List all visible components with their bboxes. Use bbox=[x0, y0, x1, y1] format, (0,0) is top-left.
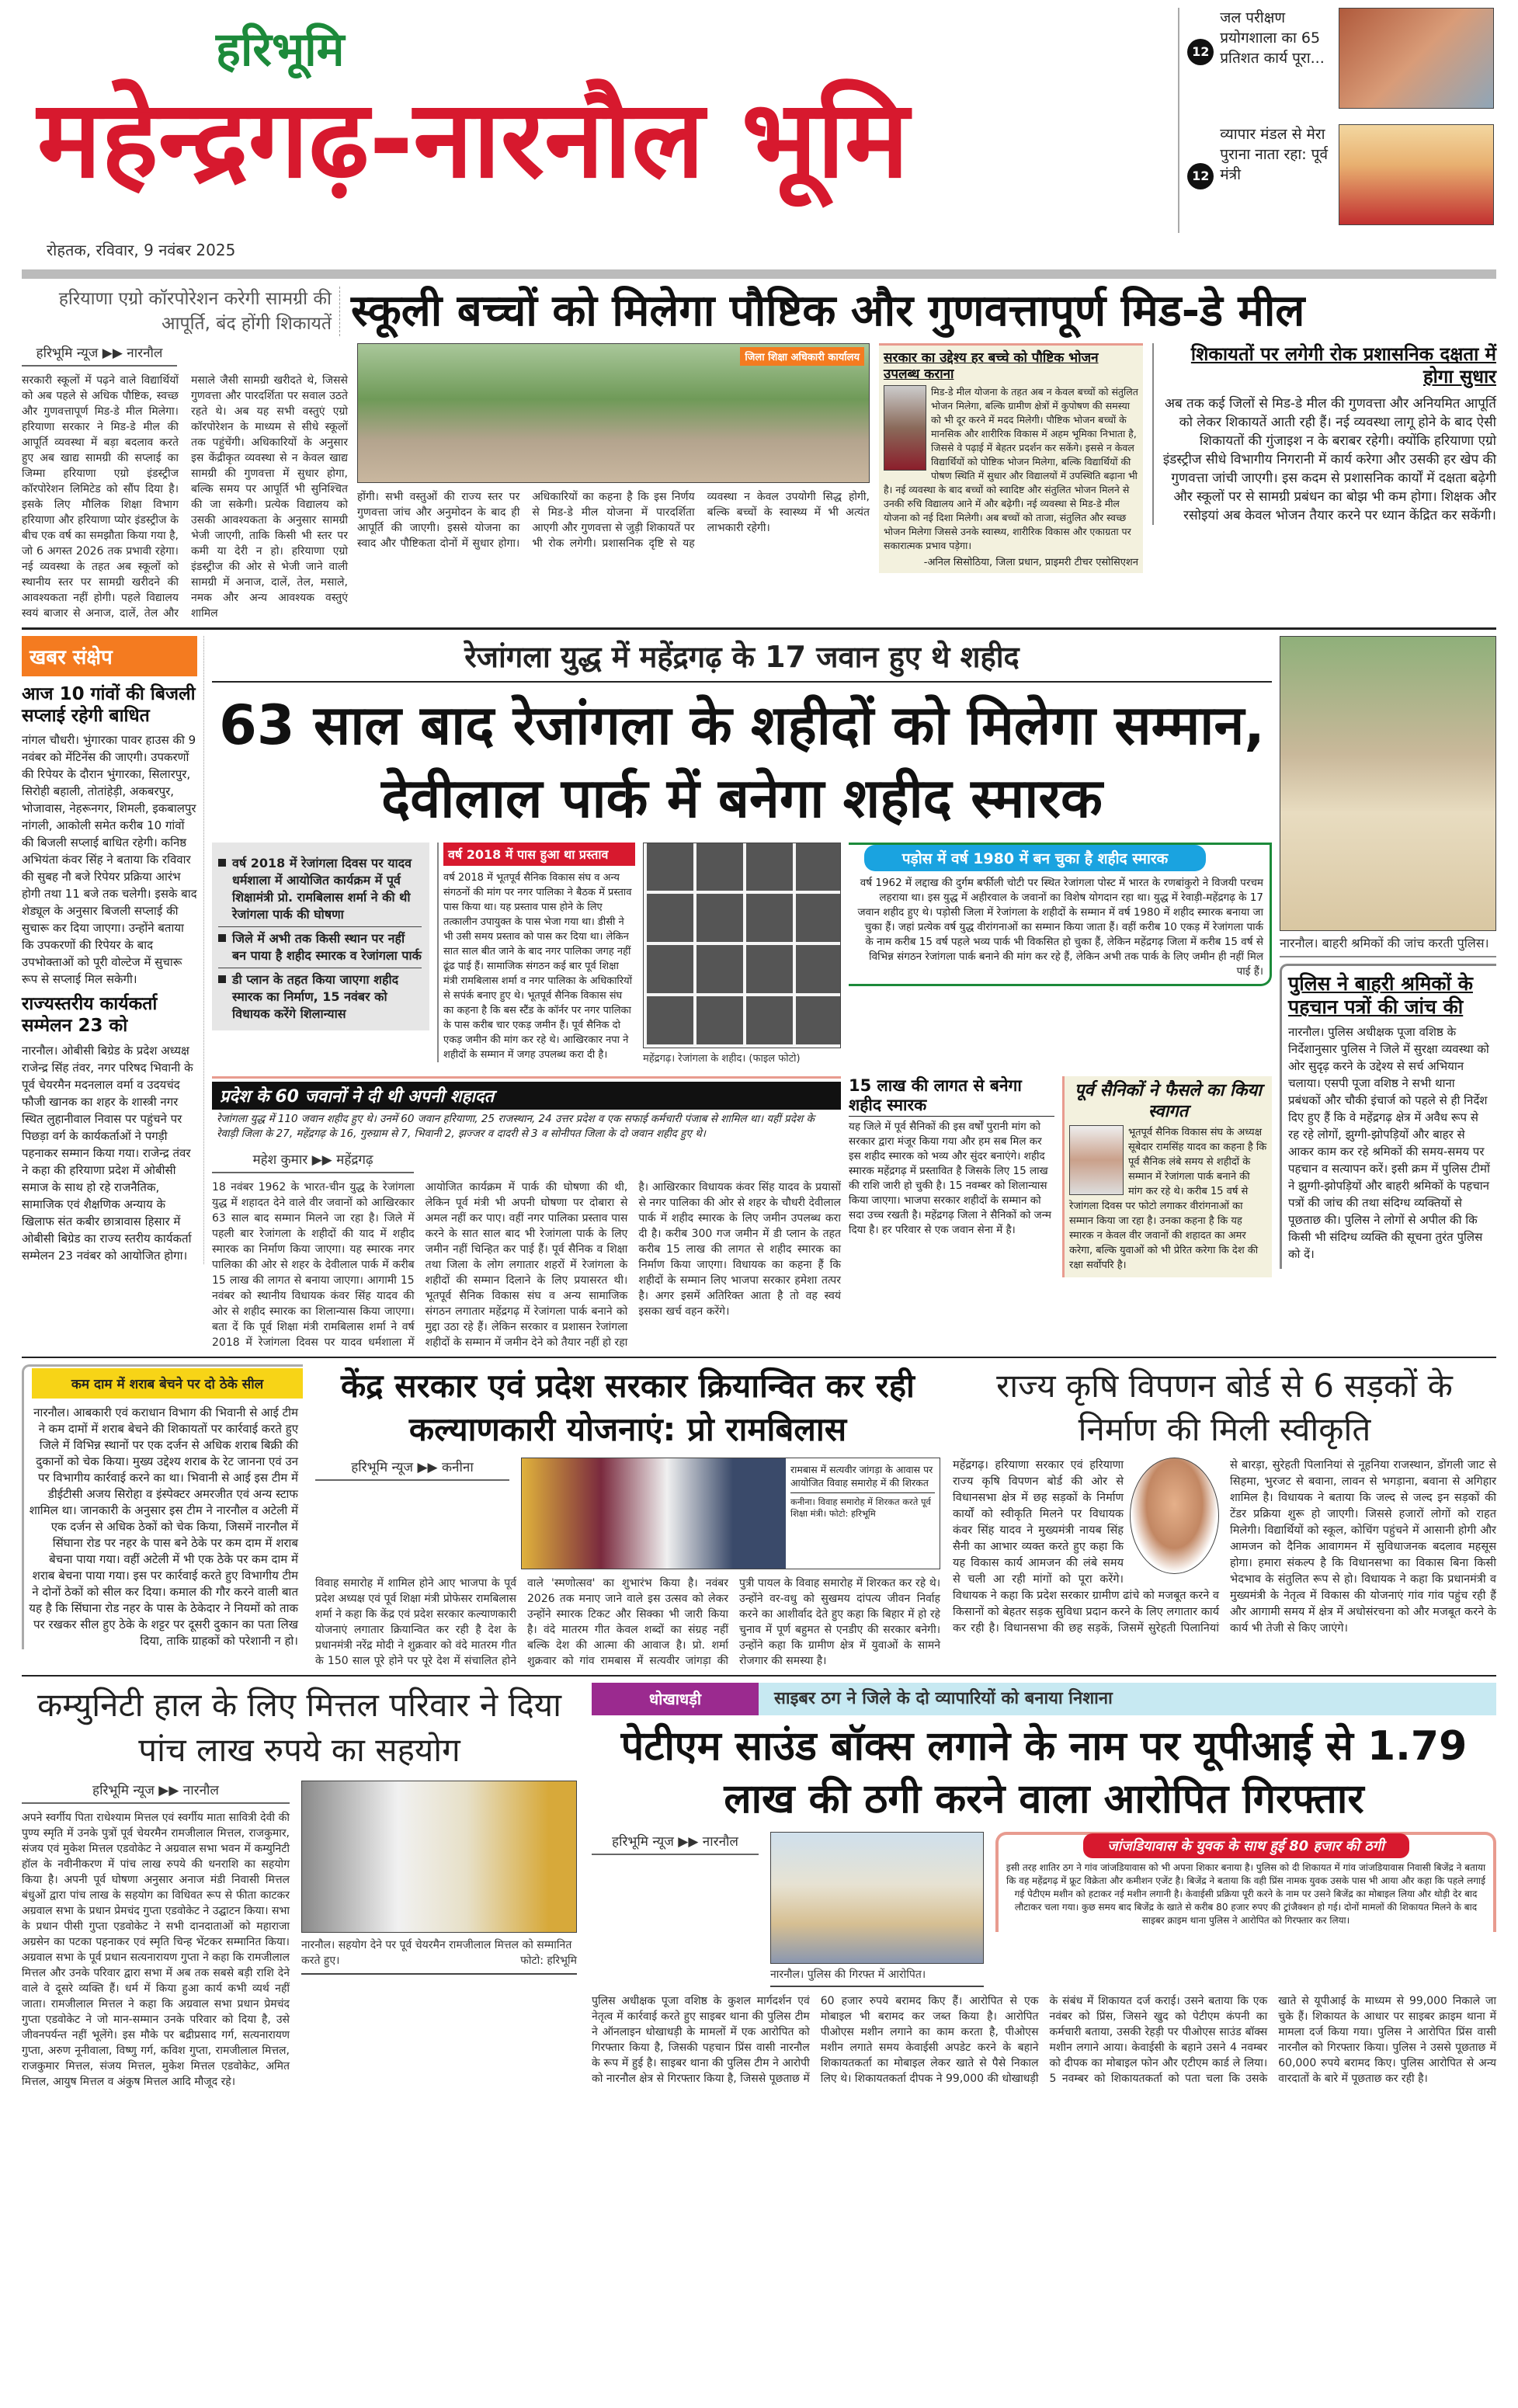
rambilas-body: विवाह समारोह में शामिल होने आए भाजपा के पूर्व प्रदेश अध्यक्ष एवं पूर्व शिक्षा मंत्री प्रोफेसर रामबिलास शर्मा ने कहा कि केंद्र एवं प्रदेश सरकार कल्याणकारी योजनाएं लगातार क्रियान्वित कर रही है देश के प्रधानमंत्री नरेंद्र मोदी ने शुक्रवार को वंदे मातरम गीत के 150 साल पूरे होने पर पूरे देश में संचालित होने वाले 'स्मणोत्सव' का शुभारंभ किया है। नवंबर 2026 तक मनाए जाने वाले इस उत्सव को लेकर उन्होंने स्मारक टिकट और सिक्का भी जारी किया है। वंदे मातरम गीत केवल शब्दों का संग्रह नहीं बल्कि देश की आत्मा की आवाज है। प्रो. शर्मा शुक्रवार को गांव रामबास में सत्यवीर जांगड़ा की पुत्री पायल के विवाह समारोह में शिरकत कर रहे थे। उन्होंने वर-वधु को सुखमय दांपत्य जीवन निर्वाह करने का आशीर्वाद देते हुए कहा कि बिहार में हो रहे चुनाव में पूर्ण बहुमत से एनडीए की सरकार बनेगी। उन्होंने कहा कि ग्रामीण क्षेत्र में युवाओं के सामने रोजगार की समस्या है। bbox=[315, 1577, 940, 1668]
police-text: नारनौल। पुलिस अधीक्षक पूजा वशिष्ठ के निर्देशानुसार पुलिस ने जिले में सुरक्षा व्यवस्था को ओर सुदृढ़ करने के उद्देश्य से सर्च अभियान चलाया। एसपी पूजा वशिष्ठ ने सभी थाना प्रबंधकों और चौकी इंचार्ज को पहले से ही निर्देश दिए हुए हैं कि वे महेंद्रगढ़ क्षेत्र में अवैध रूप से रह रहे लोगों, झुग्गी-झोपड़ियों और बाहर से आकर काम कर रहे श्रमिकों की समय-समय पर पहचान व सत्यापन करें। इसी क्रम में पुलिस टीमों ने झुग्गी-झोपड़ियों और बाहरी श्रमिकों के पहचान पत्रों की जांच की तथा संदिग्ध व्यक्तियों से पूछताछ की। पुलिस ने लोगों से अपील की कि किसी भी संदिग्ध व्यक्ति की सूचना तुरंत पुलिस को दें। bbox=[1288, 1025, 1490, 1262]
roads-article bbox=[953, 1364, 1496, 1637]
cyber-kicker: साइबर ठग ने जिले के दो व्यापारियों को बनाया निशाना bbox=[774, 1689, 1113, 1709]
newspaper-title: महेन्द्रगढ़-नारनौल भूमि bbox=[37, 77, 909, 202]
quote-text: मिड-डे मील योजना के तहत अब न केवल बच्चों को संतुलित भोजन मिलेगा, बल्कि ग्रामीण क्षेत्रों में कुपोषण की समस्या को भी दूर करने में मदद मिलेगी। पौष्टिक भोजन बच्चों के मानसिक और शारीरिक विकास में अहम भूमिका निभाता है, जिससे वे पढ़ाई में बेहतर प्रदर्शन कर सकेंगे। इससे न केवल विद्यार्थियों को पोष्टिक भोजन मिलेगा, बल्कि विद्यार्थियों की पोषण स्थिति में सुधार और विद्यालयों में उपस्थिति बढ़ाना भी है। नई व्यवस्था के बाद बच्चों को स्वादिष्ट और संतुलित भोजन मिलने से उनकी रुचि विद्यालय आने में और बढ़ेगी। नई व्यवस्था से मिड-डे मील योजना को नई दिशा मिलेगी। अब बच्चों को ताजा, संतुलित और स्वच्छ भोजन मिलेगा जिससे उनके स्वास्थ्य, शारीरिक विकास और एकाग्रता पर सकारात्मक प्रभाव पड़ेगा। bbox=[884, 385, 1138, 551]
rezangla-main bbox=[212, 636, 1272, 1350]
brief-text: नारनौल। ओबीसी बिग्रेड के प्रदेश अध्यक्ष राजेन्द्र सिंह तंवर, नगर परिषद भिवानी के पूर्व चेयरमैन मदनलाल वर्मा व उदयचंद फौजी खानक का शहर के शास्त्री नगर स्थित लुहानीवाल निवास पर पहुंचने पर पिछड़ा वर्ग के कार्यकर्ताओं ने पगड़ी पहनाकर सम्मान किया गया। राजेन्द्र तंवर ने कहा की हरियाणा प्रदेश में ओबीसी समाज के साथ हो रहे राजनैतिक, सामाजिक एवं शैक्षणिक अन्याय के खिलाफ संत कबीर छात्रावास हिसार में ओबीसी बिग्रेड का राज्य स्तरीय कार्यकर्ता सम्मेलन 23 नवंबर को आयोजित होगा। bbox=[22, 1043, 193, 1263]
teaser-item[interactable] bbox=[1187, 124, 1496, 233]
fourth-section bbox=[22, 1683, 1496, 2090]
key-point: जिले में अभी तक किसी स्थान पर नहीं बन पाया है शहीद स्मारक व रेजांगला पार्क bbox=[218, 927, 422, 968]
rezangla-headline: 63 साल बाद रेजांगला के शहीदों को मिलेगा सम्मान, देवीलाल पार्क में बनेगा शहीद स्मारक bbox=[219, 693, 1265, 831]
byline: हरिभूमि न्यूज ▶▶ नारनौल bbox=[22, 343, 177, 367]
byline: हरिभूमि न्यूज ▶▶ नारनौल bbox=[592, 1832, 759, 1855]
janjadiyawas-title: जांजडियावास के युवक के साथ हुई 80 हजार की ठगी bbox=[1083, 1833, 1409, 1858]
side-box bbox=[1152, 343, 1496, 525]
martyrs-photo-grid bbox=[643, 843, 841, 1048]
cyber-banner bbox=[592, 1683, 1496, 1715]
cyber-top bbox=[592, 1832, 1496, 1987]
cost-title: 15 लाख की लागत से बनेगा शहीद स्मारक bbox=[849, 1076, 1054, 1116]
square-bullet-icon bbox=[218, 859, 226, 867]
rezangla-story bbox=[212, 1076, 841, 1350]
page-number-badge: 12 bbox=[1187, 163, 1214, 189]
mittal-text-column bbox=[22, 1781, 290, 2090]
square-bullet-icon bbox=[218, 975, 226, 983]
key-point: डी प्लान के तहत किया जाएगा शहीद स्मारक का निर्माण, 15 नवंबर को विधायक करेंगे शिलान्यास bbox=[218, 968, 422, 1026]
section-divider bbox=[22, 627, 1496, 630]
rezangla-top-grid bbox=[212, 843, 1272, 1067]
police-photo-caption: नारनौल। बाहरी श्रमिकों की जांच करती पुलिस। bbox=[1280, 931, 1496, 957]
veterans-text: भूतपूर्व सैनिक विकास संघ के अध्यक्ष सूबेदार रामसिंह यादव का कहना है कि पूर्व सैनिक लंबे समय से शहीदों के सम्मान में रेजांगला पार्क बनाने की मांग कर रहे थे। करीब 15 वर्ष से रेजांगला दिवस पर फोटो लगाकर वीरांगनाओं का सम्मान किया जा रहा है। उनका कहना है कि यह स्मारक न केवल वीर जवानों की शहादत का अमर करेगा, बल्कि युवाओं को भी प्रेरित करेगा कि देश की रक्षा सर्वोपरि है। bbox=[1069, 1126, 1267, 1271]
roads-body: महेंद्रगढ़। हरियाणा सरकार एवं हरियाणा राज्य कृषि विपणन बोर्ड की ओर से विधानसभा क्षेत्र में छह सड़कों के निर्माण कार्यों को स्वीकृति मिलने पर विधायक कंवर सिंह यादव ने मुख्यमंत्री नायब सिंह सैनी का आभार व्यक्त करते हुए कहा कि यह विकास कार्य आमजन की लंबे समय से चली आ रही मांगों को पूरा करेंगे। विधायक ने कहा कि प्रदेश सरकार ग्रामीण ढांचे को मजबूत करने व किसानों को बेहतर सड़क सुविधा प्रदान करने के लिए लगातार कार्य कर रही है। विधानसभा की छह सड़कें, जिसमें सुरेहती पिलानियां से बारड़ा, सुरेहती पिलानियां से नूहनिया राजस्थान, डोंगली जाट से सिहमा, भुरजट से बवाना, लावन से भगड़ाना, बवाना से अगिहार शामिल है। विधायक ने बताया कि जल्द से जल्द इन सड़कों की टेंडर प्रक्रिया शुरू हो जाएगी। जिससे हजारों लोगों को राहत मिलेगी। विद्यार्थियों को स्कूल, कोचिंग पहुंचने में आसानी होगी और आमजन को दैनिक आवागमन में सुविधाजनक बदलाव महसूस होगा। हमारा संकल्प है कि विधानसभा का विकास बिना किसी भेदभाव के संतुलित रूप से हो। विधायक ने कहा कि प्रधानमंत्री व मुख्यमंत्री के नेतृत्व में विकास की योजनाएं गांव गांव पहुंच रही हैं और आगामी समय में क्षेत्र में अधोसंरचना को और मजबूत करने के कार्य भी तेजी से किए जाएंगे। bbox=[953, 1459, 1496, 1635]
news-brief-column bbox=[22, 636, 204, 1263]
school-office-photo bbox=[357, 343, 870, 483]
martyrs-photo-caption: महेंद्रगढ़। रेजांगला के शहीद। (फाइल फोटो) bbox=[643, 1053, 801, 1065]
byline: हरिभूमि न्यूज ▶▶ नारनौल bbox=[22, 1781, 290, 1804]
midday-headline: स्कूली बच्चों को मिलेगा पौष्टिक और गुणवत्तापूर्ण मिड-डे मील bbox=[351, 286, 1305, 336]
cyber-headline: पेटीएम साउंड बॉक्स लगाने के नाम पर यूपीआई से 1.79 लाख की ठगी करने वाला आरोपित गिरफ्तार bbox=[620, 1723, 1468, 1823]
mittal-article bbox=[22, 1683, 577, 2090]
page-number-badge: 12 bbox=[1187, 39, 1214, 65]
wedding-photo bbox=[522, 1458, 786, 1569]
police-check-photo bbox=[1280, 636, 1496, 931]
brief-label: खबर संक्षेप bbox=[22, 636, 197, 676]
proposal-box bbox=[437, 843, 635, 1062]
masthead-divider bbox=[22, 269, 1496, 279]
proposal-text: वर्ष 2018 में भूतपूर्व सैनिक विकास संघ व अन्य संगठनों की मांग पर नगर पालिका ने बैठक में प्रस्ताव पास किया था। यह प्रस्ताव पास होने के लिए तत्कालीन उपायुक्त के पास भेजा गया था। डीसी ने भी उसी समय प्रस्ताव को पास कर दिया था। लेकिन सात साल बीत जाने के बाद नगर पालिका जगह नहीं ढूंढ पाई हैं। सामाजिक संगठन कई बार पूर्व शिक्षा मंत्री रामबिलास शर्मा व नगर पालिका के अधिकारियों से सपंर्क बनाए हुए थे। भूतपूर्व सैनिक विकास संघ का कहना है कि बस स्टैंड के कॉर्नर पर नगर पालिका के पास करीब चार एकड़ जमीन हैं। पूर्व सैनिक दो एकड़ जमीन की मांग कर रहे थे। आखिरकार नपा ने शहीदों के सम्मान में जगह उपलब्ध करा दी है। bbox=[443, 872, 633, 1062]
sixty-title: प्रदेश के 60 जवानों ने दी थी अपनी शहादत bbox=[212, 1082, 841, 1110]
veterans-title: पूर्व सैनिकों ने फैसले का किया स्वागत bbox=[1074, 1081, 1262, 1121]
quote-title: सरकार का उद्देश्य हर बच्चे को पौष्टिक भोजन उपलब्ध कराना bbox=[884, 350, 1099, 382]
brief-title: राज्यस्तरीय कार्यकर्ता सम्मेलन 23 को bbox=[22, 994, 158, 1036]
rambilas-top bbox=[315, 1458, 940, 1569]
mittal-felicitation-photo bbox=[301, 1781, 577, 1933]
midday-middle bbox=[357, 343, 870, 551]
key-points-box bbox=[212, 843, 429, 1030]
janjadiyawas-box bbox=[995, 1832, 1496, 1932]
teaser-photo bbox=[1339, 8, 1494, 109]
brief-text: नांगल चौधरी। भुंगारका पावर हाउस की 9 नवंबर को मेंटिनेंस की जाएगी। उपकरणों की रिपेयर के दौरान भुंगारका, सिलारपुर, सिरोही बहाली, तोतांहेड़ी, अकबरपुर, भोजावास, नेहरूनगर, शिमली, इकबालपुर नांगली, आकोली समेत करीब 10 गांवों की बिजली सप्लाई बाधित रहेगी। कनिष्ठ अभियंता कंवर सिंह ने बताया कि रविवार की सुबह नौ बजे रिपेयर प्रक्रिया आरंभ होगी तथा 11 बजे तक चलेगी। इसके बाद शेड्यूल के अनुसार बिजली सप्लाई की सुचारू कर दिया जाएगा। उन्होंने बताया कि उपकरणों की रिपेयर के बाद उपभोक्ताओं को पूरी वोल्टेज में सुचारू रूप से सप्लाई मिल सकेगी। bbox=[22, 733, 197, 987]
ramsingh-yadav-photo bbox=[1069, 1125, 1124, 1195]
wedding-photo-block bbox=[521, 1458, 940, 1569]
mittal-photo-caption: नारनौल। सहयोग देने पर पूर्व चेयरमैन रामजीलाल मित्तल को सम्मानित करते हुए। फोटो: हरिभूमि bbox=[301, 1933, 577, 1975]
teaser-photo bbox=[1339, 124, 1494, 225]
photo-caption: कनीना। विवाह समारोह में शिरकत करते पूर्व शिक्षा मंत्री। फोटो: हरिभूमि bbox=[790, 1496, 931, 1520]
midday-header bbox=[22, 285, 1496, 337]
neighbor-title: पड़ोस में वर्ष 1980 में बन चुका है शहीद स्मारक bbox=[864, 845, 1206, 871]
police-title: पुलिस ने बाहरी श्रमिकों के पहचान पत्रों की जांच की bbox=[1288, 972, 1473, 1019]
cost-box bbox=[849, 1076, 1054, 1237]
midday-article bbox=[22, 343, 348, 621]
section-divider bbox=[22, 1357, 1496, 1358]
cyber-body: पुलिस अधीक्षक पूजा वशिष्ठ के कुशल मार्गदर्शन एवं नेतृत्व में कार्रवाई करते हुए साइबर थाना की पुलिस टीम ने ऑनलाइन धोखाधड़ी के मामलों में एक आरोपित को गिरफ्तार किया है, जिसकी पहचान प्रिंस वासी नारनौल के रूप में हुई है। साइबर थाना की पुलिस टीम ने आरोपी को नारनौल क्षेत्र से गिरफ्तार किया है, जिससे पूछताछ में 60 हजार रुपये बरामद किए हैं। आरोपित से एक मोबाइल भी बरामद कर जब्त किया है। आरोपित पीओएस मशीन लगाने का काम करता है, पीओएस मशीन लगाते समय केवाईसी अपडेट करने के बहाने शिकायतकर्ता का मोबाइल लेकर खाते से पैसे निकाल लिए थे। शिकायतकर्ता दीपक ने 99,000 की धोखाधड़ी के संबंध में शिकायत दर्ज कराई। उसने बताया कि एक नवंबर को प्रिंस, जिसने खुद को पेटीएम कंपनी का कर्मचारी बताया, उसकी रेहड़ी पर पीओएस साउंड बॉक्स मशीन लगाने आया। केवाईसी के बहाने उसने 4 नवम्बर को दीपक का मोबाइल फोन और एटीएम कार्ड ले लिया। 5 नवम्बर को शिकायतकर्ता को पता चला कि उसके खाते से यूपीआई के माध्यम से 99,000 निकाले जा चुके हैं। शिकायत के आधार पर साइबर क्राइम थाना में मामला दर्ज किया गया। पुलिस ने आरोपित प्रिंस वासी नारनौल को गिरफ्तार किया। पुलिस ने उससे पूछताछ में 60,000 रुपये बरामद किए। पुलिस आरोपित से अन्य वारदातों के बारे में पूछताछ कर रही है। bbox=[592, 1995, 1496, 2086]
teaser-item[interactable] bbox=[1187, 8, 1496, 116]
mittal-content bbox=[22, 1781, 577, 2090]
sixty-text: रेजांगला युद्ध में 110 जवान शहीद हुए थे। उनमें 60 जवान हरियाणा, 25 राजस्थान, 24 उत्तर प्रदेश व एक सफाई कर्मचारी पंजाब से शामिल था। यहीं प्रदेश के रेवाड़ी जिला के 27, महेंद्रगढ़ के 16, गुरुग्राम से 7, भिवानी 2, झज्जर व दादरी से 3 व सोनीपत जिला के दो जवान शहीद हुए थे। bbox=[217, 1113, 815, 1141]
janjadiyawas-text: इसी तरह शातिर ठग ने गांव जांजडियावास को भी अपना शिकार बनाया है। पुलिस को दी शिकायत में गांव जांजडियावास निवासी बिजेंद्र ने बताया कि वह महेंद्रगढ़ में फ्रूट विक्रेता और कमीशन एजेंट है। बिजेंद्र ने बताया कि वही प्रिंस नामक युवक उसके पास भी आया और कहा कि पहले लगाई गई पेटीएम मशीन को हटाकर नई मशीन लगानी है। केवाईसी प्रक्रिया पूरी करने के नाम पर उसने बिजेंद्र का मोबाइल लिया और थोड़ी देर बाद लौटाकर चला गया। कुछ समय बाद बिजेंद्र के खाते से करीब 80 हजार रुपए की ट्रांजैक्शन हो गई। दोनों मामलों की शिकायत मिलने के बाद साइबर क्राइम थाना पुलिस ने आरोपित को गिरफ्तार कर लिया। bbox=[1006, 1862, 1486, 1927]
kanwar-singh-yadav-photo bbox=[1130, 1458, 1219, 1574]
wedding-photo-note bbox=[786, 1458, 940, 1524]
key-point: वर्ष 2018 में रेजांगला दिवस पर यादव धर्मशाला में आयोजित कार्यक्रम में पूर्व शिक्षामंत्री प्रो. रामबिलास शर्मा ने की थी रेजांगला पार्क की घोषणा bbox=[218, 852, 422, 927]
square-bullet-icon bbox=[218, 934, 226, 942]
rambilas-article bbox=[315, 1364, 940, 1669]
sixty-soldiers-box bbox=[212, 1076, 841, 1144]
teaser-text: जल परीक्षण प्रयोगशाला का 65 प्रतिशत कार्य पूरा... bbox=[1220, 9, 1325, 67]
article-body: सरकारी स्कूलों में पढ़ने वाले विद्यार्थियों को अब पहले से अधिक पौष्टिक, स्वच्छ और गुणवत्तापूर्ण मिड-डे मील मिलेगा। हरियाणा सरकार ने मिड-डे मील की आपूर्ति व्यवस्था में बड़ा बदलाव करते हुए अब खाद्य सामग्री की सप्लाई का जिम्मा हरियाणा एग्रो इंडस्ट्रीज कॉरपोरेशन लिमिटेड को सौंप दिया है। इसके लिए मौलिक शिक्षा विभाग हरियाणा और हरियाणा प्योर इंडस्ट्रीज के बीच एक वर्ष का समझौता किया गया है, जो 6 अगस्त 2026 तक प्रभावी रहेगा। नई व्यवस्था के तहत अब स्कूलों को स्थानीय स्तर पर सामग्री खरीदने की आवश्यकता नहीं होगी। पहले विद्यालय स्वयं बाजार से अनाज, दालें, तेल और मसाले जैसी सामग्री खरीदते थे, जिससे गुणवत्ता और पारदर्शिता पर सवाल उठते रहते थे। अब यह सभी वस्तुएं एग्रो कॉरपोरेशन के माध्यम से सीधे स्कूलों तक पहुंचेंगी। अधिकारियों के अनुसार इस केंद्रीकृत व्यवस्था से न केवल खाद्य सामग्री की गुणवत्ता में सुधार होगा, बल्कि समय पर आपूर्ति भी सुनिश्चित की जा सकेगी। प्रत्येक विद्यालय को उसकी आवश्यकता के अनुसार सामग्री भेजी जाएगी, ताकि किसी भी स्तर पर कमी या देरी न हो। हरियाणा एग्रो इंडस्ट्रीज की ओर से भेजी जाने वाली सामग्री में अनाज, दालें, तेल, मसाले, नमक और अन्य आवश्यक वस्तुएं शामिल bbox=[22, 374, 348, 620]
mittal-body: अपने स्वर्गीय पिता राधेश्याम मित्तल एवं स्वर्गीय माता सावित्री देवी की पुण्य स्मृति में उनके पुत्रों पूर्व चेयरमैन रामजीलाल मित्तल, राजकुमार, संजय एवं मुकेश मित्तल एडवोकेट ने अग्रवाल सभा भवन में कम्युनिटी हॉल के नवीनीकरण में पांच लाख रुपये की धनराशि का सहयोग किया है। अपनी पूर्व घोषणा अनुसार अनाज मंडी निवासी मित्तल बंधुओं द्वारा पांच लाख के सहयोग का विधिवत रूप से फीता काटकर अग्रवाल सभा के प्रधान प्रेमचंद गुप्ता एडवोकेट ने उद्घाटन किया। सभा के प्रधान पीसी गुप्ता एडवोकेट ने सभी दानदाताओं को महाराजा अग्रसेन का पटका पहनाकर एवं स्मृति चिन्ह भेंटकर सम्मानित किया। अग्रवाल सभा के पूर्व प्रधान सत्यनारायण गुप्ता ने कहा कि रामजीलाल मित्तल और उनके परिवार द्वारा सभा में अब तक सबसे बड़ी राशि देने वाले वे दूसरे व्यक्ति हैं। धर्म में किया हुआ कार्य कभी व्यर्थ नहीं जाता। रामजीलाल मित्तल ने कहा कि अग्रवाल सभा प्रधान प्रेमचंद गुप्ता एडवोकेट ने जो मान-सम्मान उनके परिवार को दिया है, उसे जीवनपर्यन्त नहीं भूलेंगे। इस मौके पर बद्रीप्रसाद गर्ग, सत्यनारायण गुप्ता, अरुण नूनीवाला, विष्णु गर्ग, कविश गुप्ता, रामजीलाल मित्तल, राजकुमार मित्तल, संजय मित्तल, मुकेश मित्तल एडवोकेट, अमित मित्तल, आयुष मित्तल व अंकुष मित्तल आदि मौजूद रहे। bbox=[22, 1812, 290, 2089]
photo-credit: फोटो: हरिभूमि bbox=[520, 1955, 577, 1968]
rambilas-headline: केंद्र सरकार एवं प्रदेश सरकार क्रियान्वित कर रही कल्याणकारी योजनाएं: प्रो रामबिलास bbox=[341, 1367, 915, 1449]
masthead-row bbox=[22, 0, 1496, 268]
anil-sisothiya-photo bbox=[884, 385, 926, 471]
cost-text: यह जिले में पूर्व सैनिकों की इस वर्षों पुरानी मांग को सरकार द्वारा मंजूर किया गया और हम सब मिल कर इस शहीद स्मारक को भव्य और सुंदर बनाएंगे। शहीद स्मारक महेंद्रगढ़ में प्रस्तावित है जिसके लिए 15 लाख की राशि जारी हो चुकी है। 15 नवम्बर को शिलान्यास किया जाएगा। भाजपा सरकार शहीदों के सम्मान को सदा उच्च रखती है। महेंद्रगढ़ जिला ने सैनिकों को जन्म दिया है। हर परिवार से एक जवान सेना में है। bbox=[849, 1120, 1052, 1236]
liquor-text: नारनौल। आबकारी एवं कराधान विभाग की भिवानी से आई टीम ने कम दामों में शराब बेचने की शिकायतों पर कार्रवाई करते हुए जिले में विभिन्न स्थानों पर एक दर्जन से अधिक शराब बिक्री की दुकानों को चेक किया। मुख्य उद्देश्य शराब के रेट जानना एवं उन पर विभागीय कार्रवाई करने का था। भिवानी से आई इस टीम में डीईटीसी अजय सिरोहा व इंस्पेक्टर अमरजीत एवं अन्य स्टाफ शामिल था। जानकारी के अनुसार इस टीम ने नारनौल व अटेली में एक दर्जन से अधिक ठेकों को चेक किया, जिसमें नारनौल में सिंघाना रोड पर नहर के पास बने ठेके पर कम दाम में शराब बेचना पाया गया। वहीं अटेली में भी एक ठेके पर कम दाम में शराब बेचना पाया गया। इस पर कार्रवाई करते हुए विभागीय टीम ने दोनों ठेकों को सील कर दिया। कमाल की गौर करने वाली बात यह है कि सिंघाना रोड नहर के पास के ठेकेदार ने नियमों को ताक पर रखकर सील हुए ठेके के शट्टर पर दूसरी दुकान का पता लिख दिया, ताकि ग्राहकों को परेशानी न हो। bbox=[29, 1406, 298, 1649]
arrest-photo-caption: नारनौल। पुलिस की गिरफ्त में आरोपित। bbox=[770, 1964, 984, 1987]
article-body-continued: होंगी। सभी वस्तुओं की राज्य स्तर पर गुणवत्ता जांच और अनुमोदन के बाद ही आपूर्ति की जाएगी। इससे योजना का स्वाद और पौष्टिकता दोनों में सुधार होगा। अधिकारियों का कहना है कि इस निर्णय से मिड-डे मील योजना में पारदर्शिता आएगी और गुणवत्ता से जुड़ी शिकायतें पर भी रोक लगेगी। प्रशासनिक दृष्टि से यह व्यवस्था न केवल उपयोगी सिद्ध होगी, बल्कि बच्चों के स्वास्थ्य में भी अत्यंत लाभकारी रहेगी। bbox=[357, 491, 870, 551]
masthead bbox=[22, 8, 1170, 268]
rezangla-side-boxes bbox=[849, 1076, 1272, 1277]
byline: हरिभूमि न्यूज ▶▶ कनीना bbox=[315, 1458, 509, 1481]
side-text: अब तक कई जिलों से मिड-डे मील की गुणवत्ता और अनियमित आपूर्ति को लेकर शिकायतें आती रही हैं। नई व्यवस्था लागू होने के बाद ऐसी शिकायतों की गुंजाइश न के बराबर रहेगी। क्योंकि हरियाणा एग्रो इंडस्ट्रीज सीधे विभागीय निगरानी में कार्य करेगा और उसकी हर खेप की गुणवत्ता जांची जाएगी। इस कदम से प्रशासनिक कार्यों में दक्षता बढ़ेगी और स्कूलों पर से सामग्री प्रबंधन का बोझ भी कम होगा। शिक्षक और रसोइयां अब केवल भोजन तैयार करने पर ध्यान केंद्रित कर सकेंगी। bbox=[1162, 395, 1496, 523]
neighbor-text: वर्ष 1962 में लद्दाख की दुर्गम बर्फीली चोटी पर स्थित रेजांगला पोस्ट में भारत के रणबांकुरो ने विजयी परचम लहराया था। इस युद्ध में अहीरवाल के जवानों का विशेष योगदान रहा था। युद्ध में रेवाड़ी-महेंद्रगढ़ के 17 जवान शहीद हुए थे। पड़ोसी जिला में रेजांगला के शहीदों के सम्मान में वर्ष 1980 में शहीद स्मारक बनाया जा चुका हैं। जहां प्रत्येक वर्ष युद्ध वीरांगनाओं का सम्मान किया जाता हैं। वहीं करीब 10 एकड़ में रेजांगला पार्क के नाम करीब 15 वर्ष पहले भव्य पार्क भी विकसित हो चुका हैं, लेकिन महेंद्रगढ़ जिला में करीब 15 वर्ष से विभिन्न संगठन रेजांगला पार्क बनाने की मांग कर रहे हैं, लेकिन अभी तक पार्क के लिए जमीन ही नहीं मिल पाई हैं। bbox=[857, 877, 1263, 978]
side-title: शिकायतों पर लगेगी रोक प्रशासनिक दक्षता में होगा सुधार bbox=[1190, 343, 1496, 387]
byline: महेश कुमार ▶▶ महेंद्रगढ़ bbox=[212, 1150, 414, 1173]
police-column bbox=[1280, 636, 1496, 1269]
accused-arrest-photo bbox=[770, 1832, 984, 1964]
liquor-box bbox=[22, 1364, 303, 1649]
rezangla-section bbox=[22, 636, 1496, 1350]
martyrs-photo-block bbox=[643, 843, 841, 1067]
midday-deck: हरियाणा एग्रो कॉरपोरेशन करेगी सामग्री की आपूर्ति, बंद होंगी शिकायतें bbox=[22, 287, 340, 336]
quote-box bbox=[879, 343, 1143, 573]
cyber-label: धोखाधड़ी bbox=[592, 1683, 759, 1715]
brand-logo: हरिभूमि bbox=[216, 23, 345, 77]
roads-body-wrap bbox=[953, 1458, 1496, 1637]
police-article bbox=[1280, 964, 1496, 1269]
arrest-photo-block bbox=[770, 1832, 984, 1987]
mittal-photo-column bbox=[301, 1781, 577, 1975]
liquor-title: कम दाम में शराब बेचने पर दो ठेके सील bbox=[32, 1368, 303, 1399]
rezangla-body: 18 नवंबर 1962 के भारत-चीन युद्ध के रेजांगला युद्ध में शहादत देने वाले वीर जवानों को आखिरकार 63 साल बाद सम्मान मिलने जा रहा है। जिले में पहली बार रेजांगला के शहीदों की याद में शहीद स्मारक का निर्माण किया जाएगा। यह स्मारक नगर पालिका की ओर से शहर के देवीलाल पार्क में करीब 15 लाख की लागत से बनाया जाएगा। आगामी 15 नवंबर को स्थानीय विधायक कंवर सिंह यादव की ओर से शहीद स्मारक का शिलान्यास किया जाएगा। बता दें कि पूर्व शिक्षा मंत्री रामबिलास शर्मा ने वर्ष 2018 में रेजांगला दिवस पर यादव धर्मशाला में आयोजित कार्यक्रम में पार्क की घोषणा की थी, लेकिन पूर्व मंत्री भी अपनी घोषणा पर दोबारा से अमल नहीं कर पाए। वहीं नगर पालिका प्रस्ताव पास करने के सात साल बाद भी रेजांगला पार्क के लिए जमीन नहीं चिन्हित कर पाई हैं। पूर्व सैनिक व शिक्षा तथा जिला के लोग लगातार शहरों में रेजांगला के शहीदों की सम्मान दिलाने के लिए प्रयासरत थी। भूतपूर्व सैनिक विकास संघ व अन्य सामाजिक संगठन लगातार महेंद्रगढ़ में रेजांगला पार्क बनाने को मुद्दा उठा रहे हैं। लेकिन सरकार व प्रशासन रेजांगला शहीदों के सम्मान में जमीन देने को तैयार नहीं हो रहा है। आखिरकार विधायक कंवर सिंह यादव के प्रयासों से नगर पालिका की ओर से शहर के चौधरी देवीलाल पार्क में शहीद स्मारक के लिए जमीन उपलब्ध करा दी है। करीब 300 गज जमीन में डी प्लान के तहत करीब 15 लाख की लागत से शहीद स्मारक का निर्माण किया जाएगा। विधायक का कहना हैं कि शहीदों के सम्मान लिए भाजपा सरकार हमेशा तत्पर है। अगर इसमें अतिरिक्त आता है तो वह स्वयं इसका खर्च वहन करेंगे। bbox=[212, 1181, 841, 1350]
brief-title: आज 10 गांवों की बिजली सप्लाई रहेगी बाधित bbox=[22, 684, 196, 726]
dateline: रोहतक, रविवार, 9 नवंबर 2025 bbox=[47, 241, 236, 259]
masthead-teasers bbox=[1178, 8, 1496, 233]
roads-headline: राज्य कृषि विपणन बोर्ड से 6 सड़कों के निर्माण की मिली स्वीकृति bbox=[996, 1367, 1453, 1449]
photo-tag: जिला शिक्षा अधिकारी कार्यालय bbox=[740, 347, 864, 366]
quote-attribution: -अनिल सिसोठिया, जिला प्रधान, प्राइमरी टीचर एसोसिएशन bbox=[923, 556, 1138, 568]
mittal-headline: कम्युनिटी हाल के लिए मित्तल परिवार ने दिया पांच लाख रुपये का सहयोग bbox=[37, 1686, 561, 1770]
third-section bbox=[22, 1364, 1496, 1669]
neighbor-memorial-box bbox=[849, 843, 1272, 986]
photo-note: रामबास में सत्यवीर जांगड़ा के आवास पर आयोजित विवाह समारोह में की शिरकत bbox=[790, 1463, 935, 1493]
cyber-article bbox=[592, 1683, 1496, 2087]
rezangla-kicker: रेजांगला युद्ध में महेंद्रगढ़ के 17 जवान हुए थे शहीद bbox=[212, 636, 1272, 683]
veterans-box bbox=[1062, 1076, 1272, 1277]
midday-content bbox=[22, 343, 1496, 621]
teaser-text: व्यापार मंडल से मेरा पुराना नाता रहा: पूर्व मंत्री bbox=[1220, 126, 1329, 183]
section-divider bbox=[22, 1675, 1496, 1677]
rezangla-bottom-grid bbox=[212, 1076, 1272, 1350]
proposal-title: वर्ष 2018 में पास हुआ था प्रस्ताव bbox=[443, 843, 635, 866]
